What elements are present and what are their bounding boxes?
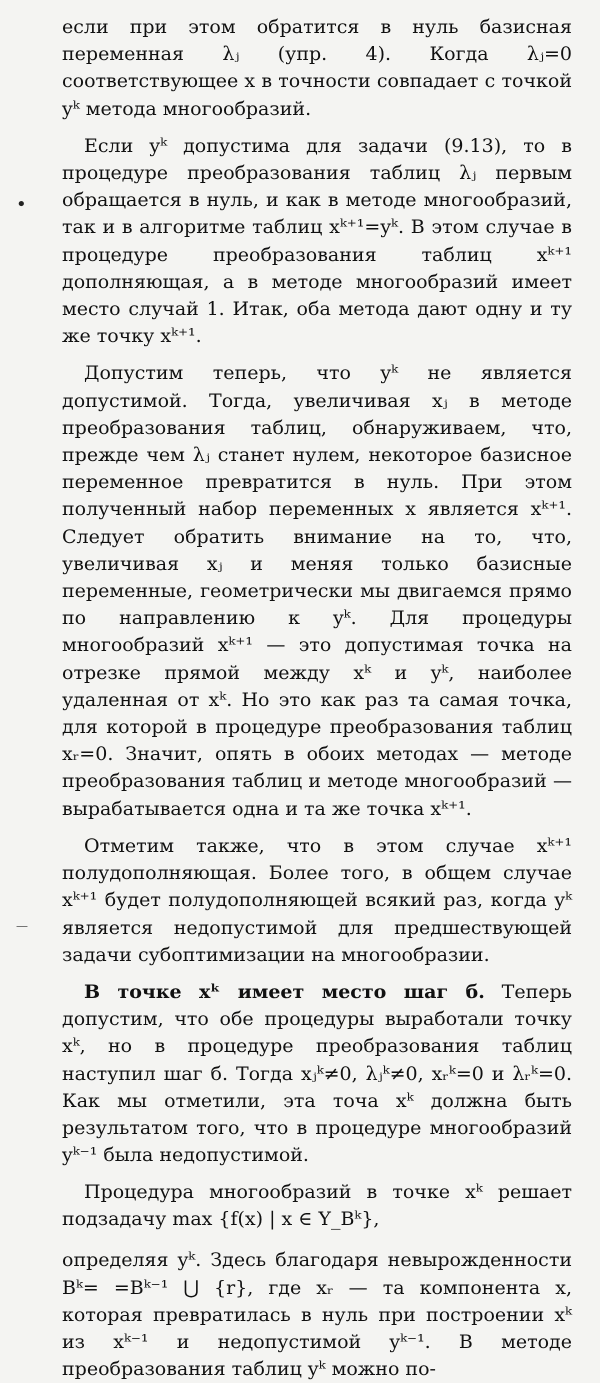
paragraph-1: если при этом обратится в нуль базисная переменная λⱼ (упр. 4). Когда λⱼ=0 соответствующее x в точности совпадает с точкой yᵏ метода многообразий. [62, 16, 572, 120]
margin-dot: • [16, 194, 27, 215]
margin-tick: — [16, 919, 28, 933]
paragraph-7: определяя yᵏ. Здесь благодаря невырожденности Bᵏ= =Bᵏ⁻¹ ⋃ {r}, где xᵣ — та компонента x, которая превратилась в нуль при построении xᵏ из xᵏ⁻¹ и недопустимой yᵏ⁻¹. В методе преобразования таблиц yᵏ можно по- [62, 1249, 572, 1381]
paragraph-5-lead: В точке xᵏ имеет место шаг б. [84, 980, 485, 1003]
paragraph-5-body: Теперь допустим, что обе процедуры выработали точку xᵏ, но в процедуре преобразования таблиц наступил шаг б. Тогда xⱼᵏ≠0, λⱼᵏ≠0, xᵣᵏ=0 и λᵣᵏ=0. Как мы отметили, эта точа xᵏ должна быть результатом того, что в процедуре многообразий yᵏ⁻¹ была недопустимой. [62, 980, 573, 1167]
paragraph-2: Если yᵏ допустима для задачи (9.13), то в процедуре преобразования таблиц λⱼ первым обращается в нуль, и как в методе многообразий, так и в алгоритме таблиц xᵏ⁺¹=yᵏ. В этом случае в процедуре преобразования таблиц xᵏ⁺¹ дополняющая, а в методе многообразий имеет место случай 1. Итак, оба метода дают одну и ту же точку xᵏ⁺¹. [62, 134, 572, 348]
paragraph-6-subproblem: Процедура многообразий в точке xᵏ решает подзадачу max {f(x) | x ∈ Y_Bᵏ}, [62, 1181, 572, 1231]
paragraph-3: Допустим теперь, что yᵏ не является допустимой. Тогда, увеличивая xⱼ в методе преобразования таблиц, обнаруживаем, что, прежде чем λⱼ станет нулем, некоторое базисное переменное превратится в нуль. При этом полученный набор переменных x является xᵏ⁺¹. Следует обратить внимание на то, что, увеличивая xⱼ и меняя только базисные переменные, геометрически мы двигаемся прямо по направлению к yᵏ. Для процедуры многообразий xᵏ⁺¹ — это допустимая точка на отрезке прямой между xᵏ и yᵏ, наиболее удаленная от xᵏ. Но это как раз та самая точка, для которой в процедуре преобразования таблиц xᵣ=0. Значит, опять в обоих методах — методе преобразования таблиц и методе многообразий — вырабатывается одна и та же точка xᵏ⁺¹. [62, 362, 572, 820]
paragraph-5 [62, 979, 572, 1169]
paragraph-4: Отметим также, что в этом случае xᵏ⁺¹ полудополняющая. Более того, в общем случае xᵏ⁺¹ будет полудополняющей всякий раз, когда yᵏ является недопустимой для предшествующей задачи субоптимизации на многообразии. [62, 834, 572, 966]
